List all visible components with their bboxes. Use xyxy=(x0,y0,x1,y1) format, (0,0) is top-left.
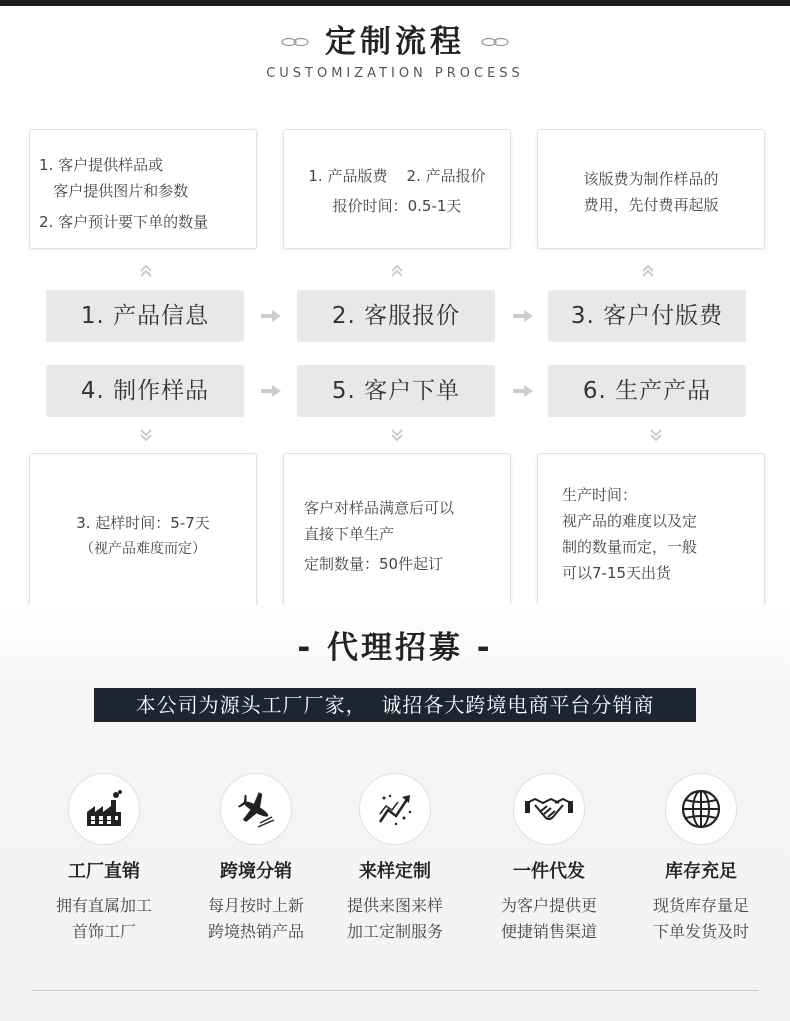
step-pay-fee: 3. 客户付版费 xyxy=(548,290,746,342)
feature-dropship xyxy=(474,773,624,945)
right-ornament-icon xyxy=(478,35,510,49)
chevron-down-icon xyxy=(389,428,405,442)
arrow-right-icon xyxy=(512,309,534,323)
feature-custom-sample xyxy=(320,773,470,945)
globe-icon xyxy=(679,787,723,831)
feature-desc xyxy=(29,893,179,945)
page-subtitle: CUSTOMIZATION PROCESS xyxy=(266,66,524,81)
info-line: 报价时间：0.5-1天 xyxy=(332,197,462,215)
info-box-fee xyxy=(537,129,765,249)
top-dark-bar xyxy=(0,0,790,6)
feature-desc-line: 为客户提供更 xyxy=(500,896,597,915)
divider xyxy=(32,990,758,991)
chevron-down-icon xyxy=(648,428,664,442)
info-line: 费用，先付费再起版 xyxy=(583,196,719,214)
info-line: 客户提供图片和参数 xyxy=(39,182,189,200)
chevron-up-icon xyxy=(640,264,656,278)
trend-chart-icon xyxy=(374,788,416,830)
info-line: 客户对样品满意后可以 xyxy=(304,499,455,517)
feature-desc-line: 下单发货及时 xyxy=(652,922,749,941)
info-line: 视产品的难度以及定 xyxy=(562,512,698,530)
feature-desc xyxy=(181,893,331,945)
feature-icon-circle xyxy=(359,773,431,845)
left-ornament-icon xyxy=(280,35,312,49)
feature-desc-line: 拥有直属加工 xyxy=(55,896,152,915)
feature-stock xyxy=(626,773,776,945)
info-line: 该版费为制作样品的 xyxy=(583,170,719,188)
info-line: 1. 产品版费 2. 产品报价 xyxy=(308,167,486,185)
factory-icon xyxy=(83,788,125,830)
info-line: 可以7-15天出货 xyxy=(562,564,672,582)
feature-desc-line: 跨境热销产品 xyxy=(207,922,304,941)
handshake-icon xyxy=(525,789,573,829)
airplane-icon xyxy=(234,787,278,831)
info-box-quote xyxy=(283,129,511,249)
info-line: （视产品难度而定） xyxy=(80,541,206,557)
feature-desc xyxy=(320,893,470,945)
feature-icon-circle xyxy=(513,773,585,845)
info-line: 生产时间： xyxy=(562,486,638,504)
info-box-sample-time xyxy=(29,453,257,608)
arrow-right-icon xyxy=(260,309,282,323)
feature-desc-line: 现货库存量足 xyxy=(652,896,749,915)
info-box-order xyxy=(283,453,511,608)
feature-desc-line: 首饰工厂 xyxy=(71,922,136,941)
chevron-down-icon xyxy=(138,428,154,442)
step-make-sample: 4. 制作样品 xyxy=(46,365,244,417)
info-line: 1. 客户提供样品或 xyxy=(39,156,164,174)
feature-title: 库存充足 xyxy=(665,861,737,882)
info-line: 2. 客户预计要下单的数量 xyxy=(39,213,209,231)
feature-desc-line: 每月按时上新 xyxy=(207,896,304,915)
info-line: 定制数量：50件起订 xyxy=(304,555,444,573)
step-product-info: 1. 产品信息 xyxy=(46,290,244,342)
info-line: 直接下单生产 xyxy=(304,525,395,543)
feature-factory-direct xyxy=(29,773,179,945)
feature-icon-circle xyxy=(220,773,292,845)
recruit-title: - 代理招募 - xyxy=(297,630,493,666)
feature-title: 工厂直销 xyxy=(68,861,140,882)
step-place-order: 5. 客户下单 xyxy=(297,365,495,417)
feature-desc xyxy=(626,893,776,945)
feature-title: 来样定制 xyxy=(359,861,431,882)
page-title: 定制流程 xyxy=(325,24,465,60)
info-line: 3. 起样时间：5-7天 xyxy=(76,514,210,532)
info-line: 制的数量而定，一般 xyxy=(562,538,698,556)
chevron-up-icon xyxy=(138,264,154,278)
section-title-row xyxy=(0,20,790,64)
feature-desc xyxy=(474,893,624,945)
recruit-banner: 本公司为源头工厂厂家， 诚招各大跨境电商平台分销商 xyxy=(94,688,696,722)
info-box-production-time xyxy=(537,453,765,608)
step-service-quote: 2. 客服报价 xyxy=(297,290,495,342)
feature-icon-circle xyxy=(68,773,140,845)
feature-desc-line: 加工定制服务 xyxy=(346,922,443,941)
feature-desc-line: 提供来图来样 xyxy=(346,896,443,915)
chevron-up-icon xyxy=(389,264,405,278)
arrow-right-icon xyxy=(512,384,534,398)
feature-icon-circle xyxy=(665,773,737,845)
feature-desc-line: 便捷销售渠道 xyxy=(500,922,597,941)
feature-title: 一件代发 xyxy=(513,861,585,882)
feature-cross-border xyxy=(181,773,331,945)
arrow-right-icon xyxy=(260,384,282,398)
feature-title: 跨境分销 xyxy=(220,861,292,882)
step-production: 6. 生产产品 xyxy=(548,365,746,417)
info-box-sample xyxy=(29,129,257,249)
